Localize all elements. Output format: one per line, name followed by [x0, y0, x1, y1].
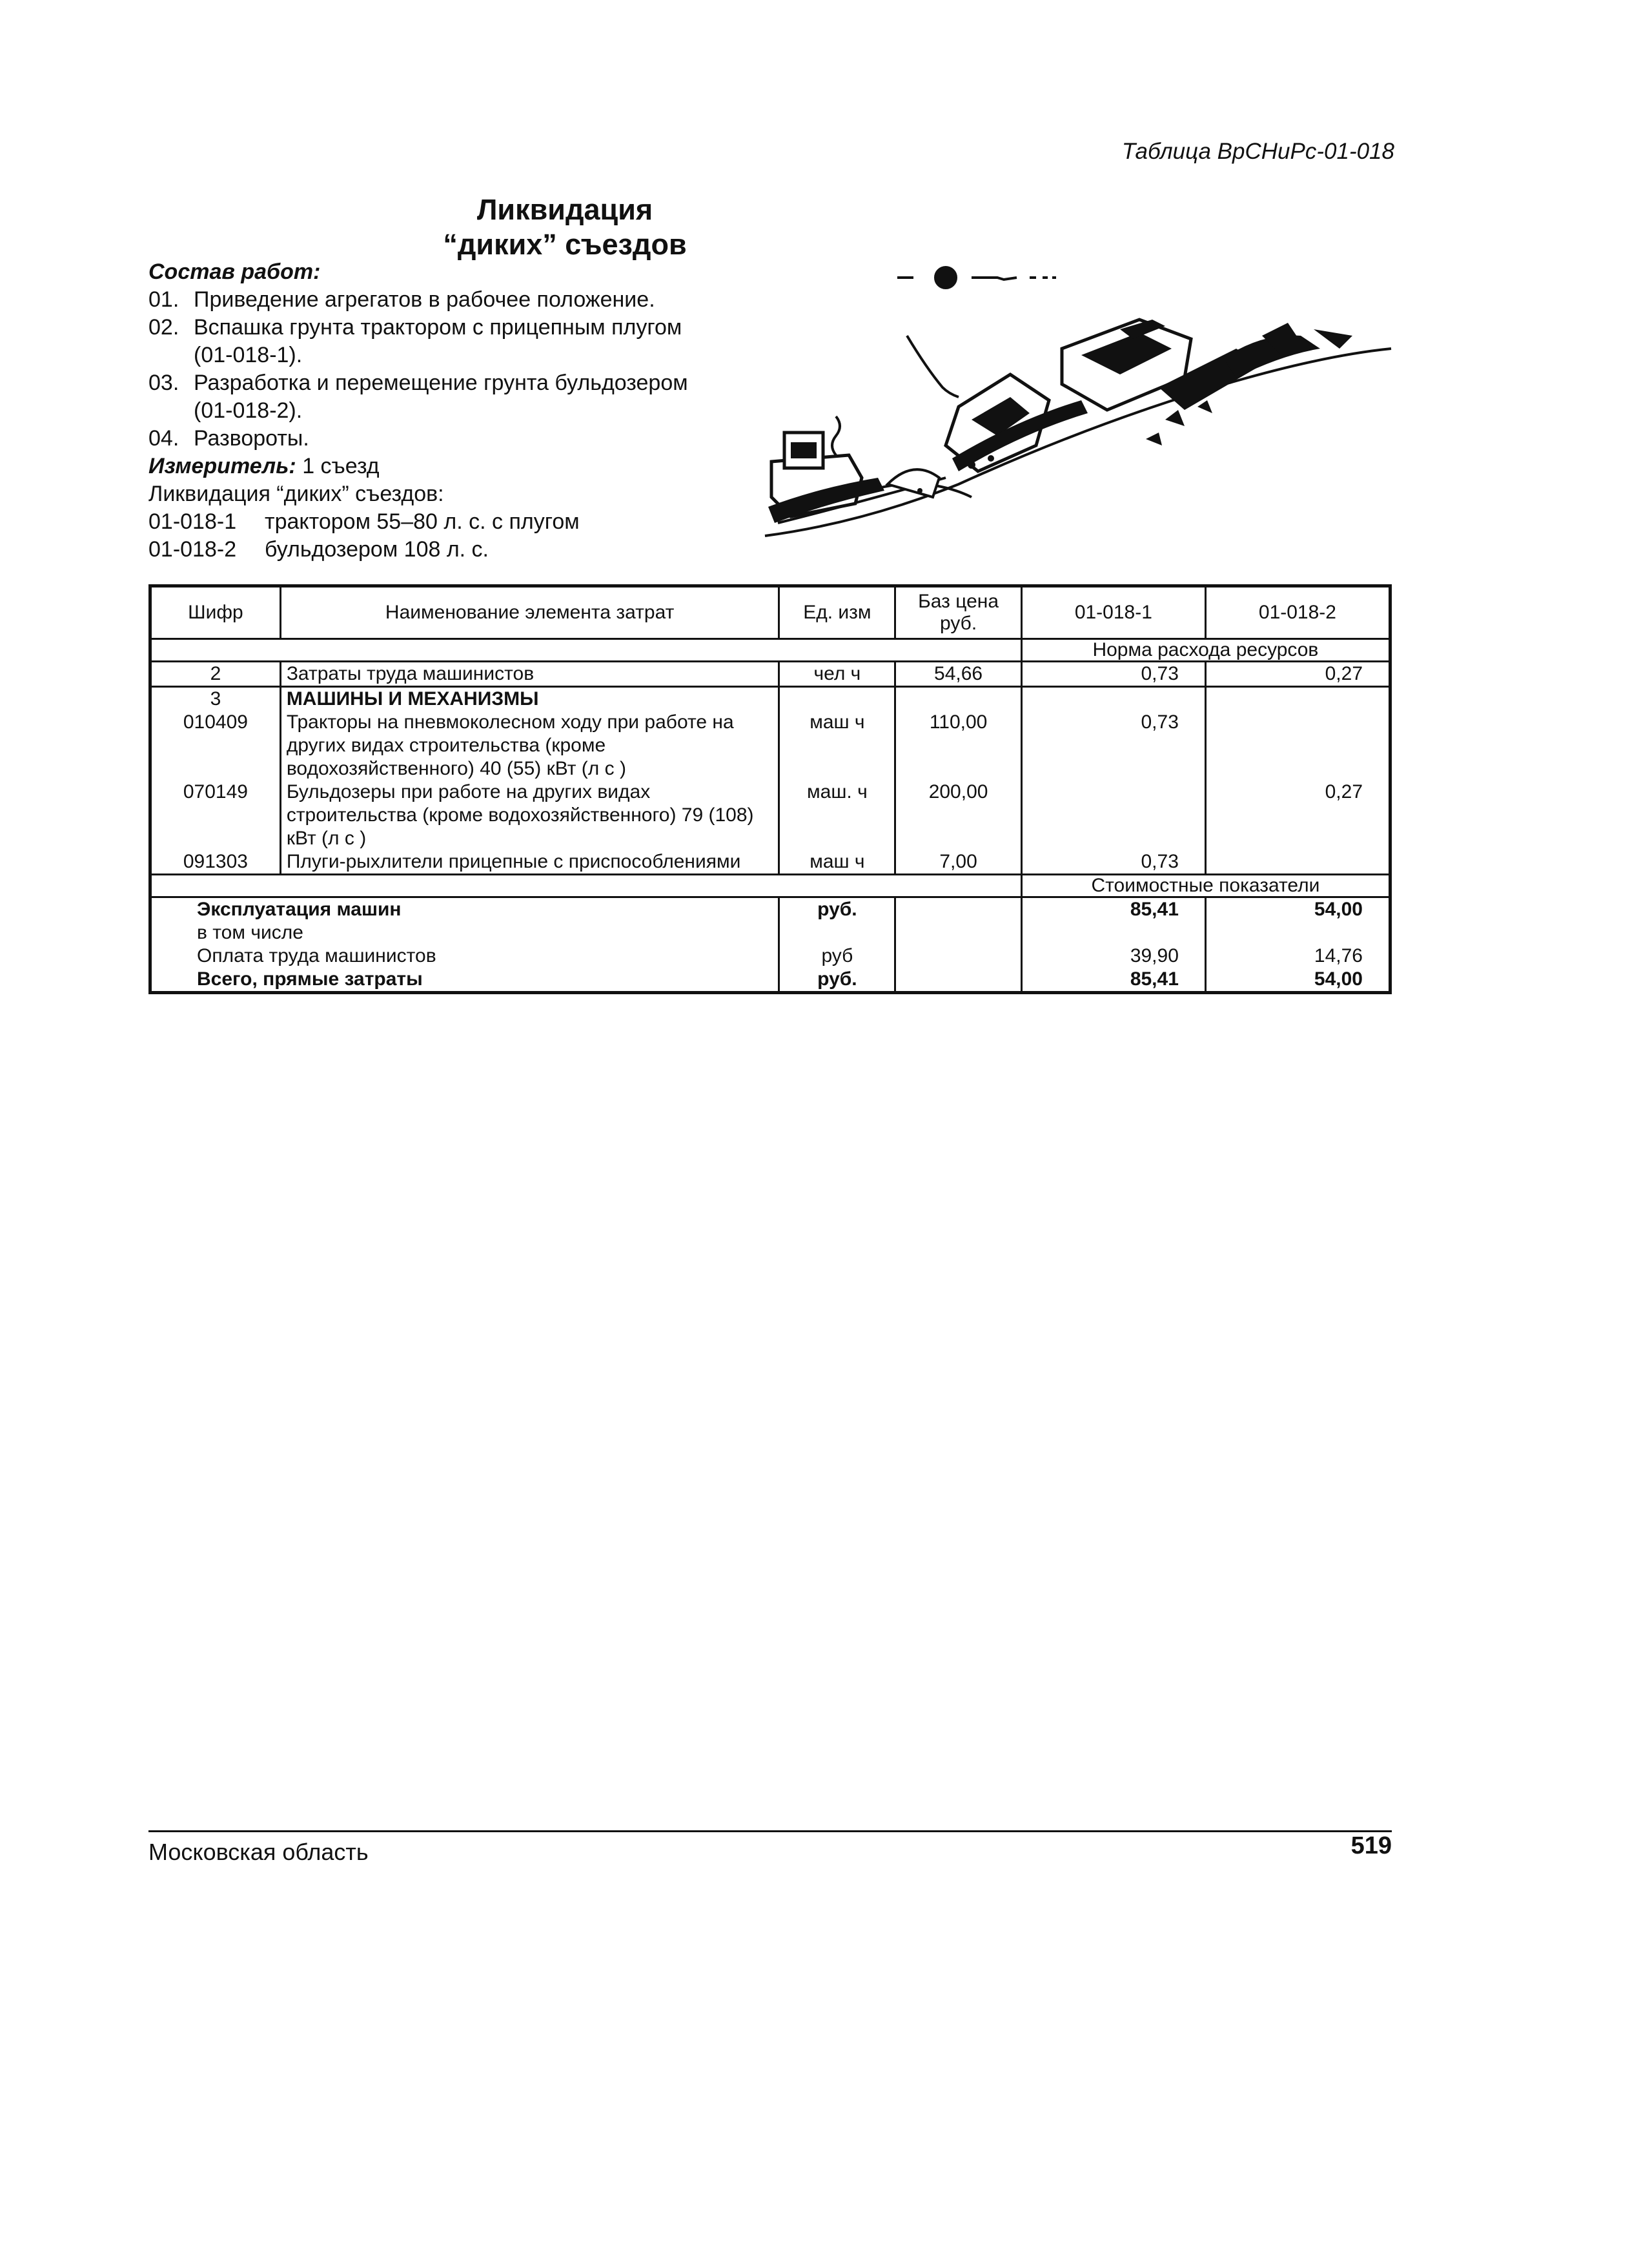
resources-table [148, 584, 1392, 994]
section-label-norms: Норма расхода ресурсов [1021, 639, 1390, 662]
cost-row [150, 921, 1390, 945]
col-header-name: Наименование элемента затрат [280, 586, 779, 639]
cost-v1: 85,41 [1021, 968, 1205, 993]
col-header-price: Баз цена руб. [895, 586, 1022, 639]
cost-row [150, 897, 1390, 922]
page-number: 519 [1350, 1832, 1392, 1859]
cell-price: 54,66 [895, 662, 1022, 687]
cost-row [150, 945, 1390, 968]
variant-line [148, 536, 794, 564]
cost-v1: 85,41 [1021, 897, 1205, 922]
cost-v2: 54,00 [1205, 968, 1390, 993]
work-item-text: Разработка и перемещение грунта бульдозером [194, 371, 688, 395]
cell-unit: маш. ч [779, 781, 895, 850]
work-item [148, 369, 794, 397]
table-row [150, 781, 1390, 850]
work-item [148, 286, 794, 314]
cost-name: Эксплуатация машин [150, 897, 779, 922]
work-item-cont: (01-018-1). [194, 343, 303, 367]
work-item [148, 314, 794, 342]
variant-code: 01-018-2 [148, 537, 237, 562]
work-item-text: Развороты. [194, 426, 309, 451]
measure-line [148, 453, 794, 480]
cell-code: 010409 [150, 711, 281, 781]
cell-name: Бульдозеры при работе на других видах строительства (кроме водохозяйственного) 79 (108) кВт (л с ) [280, 781, 779, 850]
cost-name: Оплата труда машинистов [150, 945, 779, 968]
cell-code: 091303 [150, 850, 281, 875]
cost-v1: 39,90 [1021, 945, 1205, 968]
work-item-text: Приведение агрегатов в рабочее положение. [194, 287, 655, 312]
cell-name: Затраты труда машинистов [280, 662, 779, 687]
table-row [150, 711, 1390, 781]
measure-value: 1 съезд [302, 454, 380, 478]
cell-v1 [1021, 781, 1205, 850]
table-row [150, 850, 1390, 875]
bulldozer-tractor-illustration-icon [759, 252, 1394, 549]
work-item-text: Вспашка грунта трактором с прицепным плугом [194, 315, 682, 340]
table-row [150, 662, 1390, 687]
cell-v2 [1205, 850, 1390, 875]
cell-code: 2 [150, 662, 281, 687]
measure-line-2: Ликвидация “диких” съездов: [148, 482, 444, 506]
cell-v2 [1205, 711, 1390, 781]
section-row-costs [150, 875, 1390, 897]
work-item-num: 01. [148, 287, 179, 312]
cell-unit: чел ч [779, 662, 895, 687]
cell-code: 3 [150, 687, 281, 711]
cell-v1: 0,73 [1021, 662, 1205, 687]
composition-heading: Состав работ: [148, 260, 321, 284]
cell-name: МАШИНЫ И МЕХАНИЗМЫ [280, 687, 779, 711]
cell-unit: маш ч [779, 850, 895, 875]
col-header-v1: 01-018-1 [1021, 586, 1205, 639]
cost-v2: 54,00 [1205, 897, 1390, 922]
work-item [148, 425, 794, 453]
cell-v2: 0,27 [1205, 662, 1390, 687]
cell-price: 200,00 [895, 781, 1022, 850]
work-item-num: 04. [148, 426, 179, 451]
title-line-1: Ликвидация [476, 193, 653, 226]
cell-name: Плуги-рыхлители прицепные с приспособлениями [280, 850, 779, 875]
table-header-row [150, 586, 1390, 639]
footer-region: Московская область [148, 1839, 369, 1865]
cell-name: Тракторы на пневмоколесном ходу при работе на других видах строительства (кроме водохозяйственного) 40 (55) кВт (л с ) [280, 711, 779, 781]
section-label-costs: Стоимостные показатели [1021, 875, 1390, 897]
footer-divider [148, 1830, 1392, 1832]
cell-unit: маш ч [779, 711, 895, 781]
col-header-unit: Ед. изм [779, 586, 895, 639]
cell-v1: 0,73 [1021, 711, 1205, 781]
table-row-group [150, 687, 1390, 711]
work-item-cont: (01-018-2). [194, 398, 303, 423]
table-reference: Таблица ВрСНиРс-01-018 [1121, 139, 1394, 164]
work-item-num: 03. [148, 371, 179, 395]
cell-v2: 0,27 [1205, 781, 1390, 850]
measure-label: Измеритель: [148, 454, 296, 478]
variant-code: 01-018-1 [148, 509, 237, 534]
cell-price: 7,00 [895, 850, 1022, 875]
title-line-2: “диких” съездов [443, 228, 687, 261]
cell-code: 070149 [150, 781, 281, 850]
work-composition [148, 258, 794, 564]
cost-unit: руб [779, 945, 895, 968]
work-item-num: 02. [148, 315, 179, 340]
cell-price: 110,00 [895, 711, 1022, 781]
cost-unit: руб. [779, 968, 895, 993]
variant-line [148, 508, 794, 536]
cost-v2: 14,76 [1205, 945, 1390, 968]
col-header-code: Шифр [150, 586, 281, 639]
section-row-norms [150, 639, 1390, 662]
variant-text: бульдозером 108 л. с. [265, 537, 489, 562]
cost-unit: руб. [779, 897, 895, 922]
cost-row [150, 968, 1390, 993]
variant-text: трактором 55–80 л. с. с плугом [265, 509, 580, 534]
cost-name: в том числе [150, 921, 779, 945]
page-title [323, 192, 807, 262]
cost-name: Всего, прямые затраты [150, 968, 779, 993]
cell-v1: 0,73 [1021, 850, 1205, 875]
col-header-v2: 01-018-2 [1205, 586, 1390, 639]
